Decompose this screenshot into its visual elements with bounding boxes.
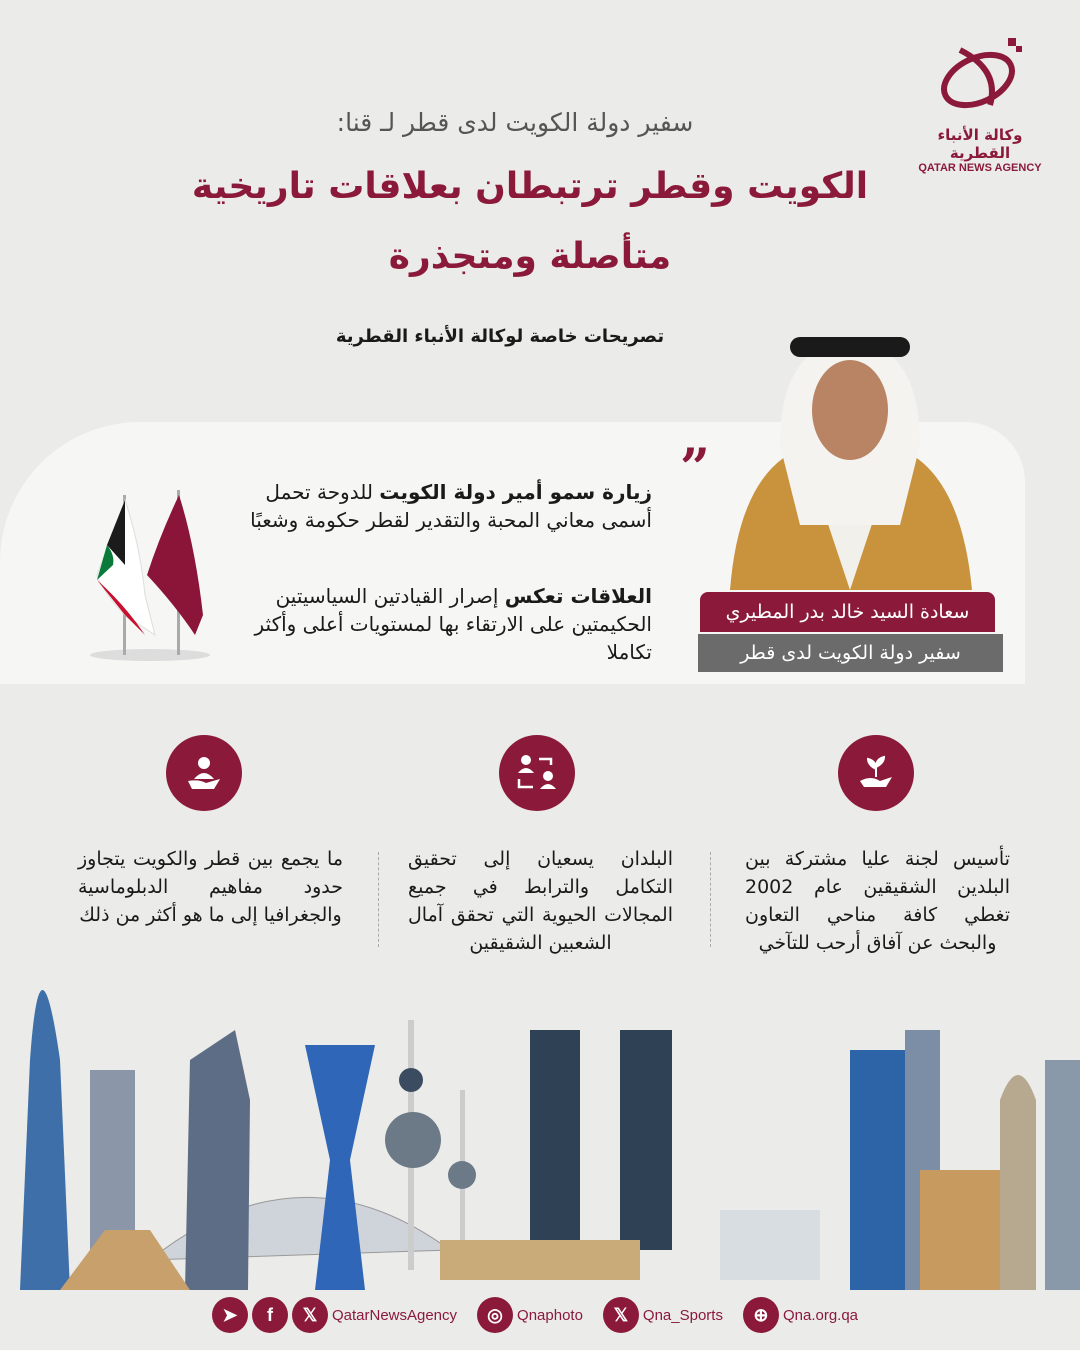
title-line-1: الكويت وقطر ترتبطان بعلاقات تاريخية xyxy=(191,166,869,207)
quote-1 xyxy=(220,478,652,534)
people-exchange-icon xyxy=(499,735,575,811)
special-statement-label: تصريحات خاصة لوكالة الأنباء القطرية xyxy=(335,326,665,347)
subtitle: سفير دولة الكويت لدى قطر لـ قنا: xyxy=(336,108,694,137)
main-social-links xyxy=(212,1297,457,1333)
x-icon[interactable]: 𝕏 xyxy=(292,1297,328,1333)
divider xyxy=(710,852,711,947)
globe-icon[interactable]: ⊕ xyxy=(743,1297,779,1333)
qna-emblem-icon xyxy=(930,30,1030,120)
quote-1-text: للدوحة تحمل أسمى معاني المحبة والتقدير لقطر حكومة وشعبًا xyxy=(250,480,652,532)
instagram-icon[interactable]: ◎ xyxy=(477,1297,513,1333)
sports-link xyxy=(603,1297,723,1333)
title-line-2: متأصلة ومتجذرة xyxy=(388,236,672,277)
speaker-name: سعادة السيد خالد بدر المطيري xyxy=(700,592,995,632)
quote-mark-icon: ” xyxy=(680,438,710,499)
social-footer xyxy=(0,1290,1080,1340)
photo-handle-link[interactable]: Qnaphoto xyxy=(517,1306,583,1324)
feature-text-2: البلدان يسعيان إلى تحقيق التكامل والترابط في جميع المجالات الحيوية التي تحقق آمال الشعبين الشقيقين xyxy=(408,848,673,954)
facebook-icon[interactable]: f xyxy=(252,1297,288,1333)
doha-kuwait-skyline-illustration xyxy=(0,990,1080,1290)
divider xyxy=(378,852,379,947)
x-icon[interactable]: 𝕏 xyxy=(603,1297,639,1333)
website-link xyxy=(743,1297,858,1333)
quote-1-bold: زيارة سمو أمير دولة الكويت xyxy=(379,480,652,504)
quote-2 xyxy=(220,582,652,666)
main-handle-link[interactable]: QatarNewsAgency xyxy=(331,1306,458,1324)
speaker-portrait xyxy=(720,325,980,595)
feature-text-3: ما يجمع بين قطر والكويت يتجاوز حدود مفاهيم الدبلوماسية والجغرافيا إلى ما هو أكثر من ذلك xyxy=(78,848,343,926)
instagram-link xyxy=(477,1297,583,1333)
plant-in-hand-icon xyxy=(838,735,914,811)
website-url-link[interactable]: Qna.org.qa xyxy=(782,1306,859,1324)
brand-name-ar: وكالة الأنباء القطرية xyxy=(937,126,1023,162)
quote-2-text: إصرار القيادتين السياسيتين الحكيمتين على الارتقاء بها لمستويات أعلى وأكثر تكاملا xyxy=(254,584,652,664)
feature-text-1: تأسيس لجنة عليا مشتركة بين البلدين الشقيقين عام 2002 تغطي كافة مناحي التعاون والبحث عن آفاق أرحب للتآخي xyxy=(745,848,1010,954)
person-in-hand-icon xyxy=(166,735,242,811)
qna-logo xyxy=(905,30,1055,174)
telegram-icon[interactable]: ➤ xyxy=(212,1297,248,1333)
quote-2-bold: العلاقات تعكس xyxy=(504,584,652,608)
sports-handle-link[interactable]: Qna_Sports xyxy=(642,1306,723,1324)
brand-name-en: QATAR NEWS AGENCY xyxy=(918,162,1042,174)
kuwait-qatar-flags-icon xyxy=(85,485,215,665)
speaker-role: سفير دولة الكويت لدى قطر xyxy=(698,634,1003,672)
